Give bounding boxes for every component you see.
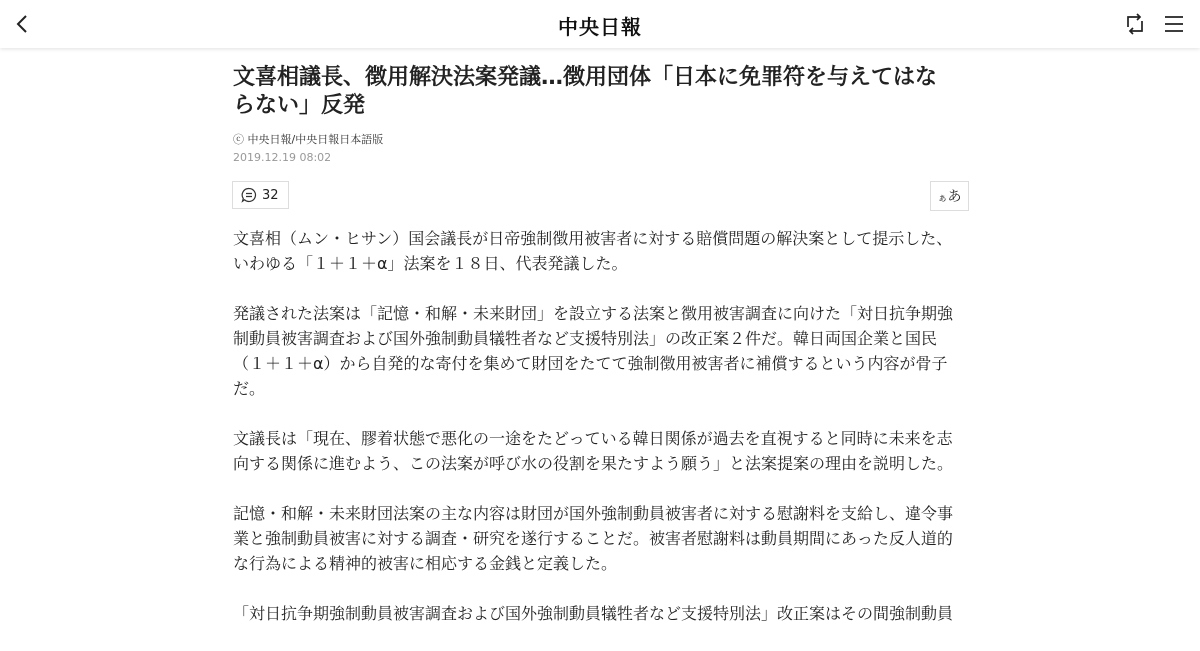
share-icon <box>1123 12 1147 36</box>
article-paragraph: 記憶・和解・未来財団法案の主な内容は財団が国外強制動員被害者に対する慰謝料を支給し、違令事業と強制動員被害に対する調査・研究を遂行することだ。被害者慰謝料は動員期間にあった反人道的な行為による精神的被害に相応する金銭と定義した。 <box>233 504 954 573</box>
font-size-small-glyph: ぁ <box>937 193 948 204</box>
article <box>233 64 969 651</box>
font-size-button[interactable] <box>930 181 969 211</box>
comments-button[interactable] <box>232 181 289 209</box>
article-paragraph: 文喜相（ムン・ヒサン）国会議長が日帝強制徴用被害者に対する賠償問題の解決案として提示した、いわゆる「１＋１＋α」法案を１８日、代表発議した。 <box>233 229 953 273</box>
article-source: ⓒ 中央日報/中央日報日本語版 <box>233 133 384 146</box>
article-paragraph: 「対日抗争期強制動員被害調査および国外強制動員犠牲者など支援特別法」改正案はその間強制動員 <box>233 604 954 623</box>
article-tools <box>233 181 969 211</box>
article-paragraph: 文議長は「現在、膠着状態で悪化の一途をたどっている韓日関係が過去を直視すると同時に未来を志向する関係に進むよう、この法案が呼び水の役割を果たすよう願う」と法案提案の理由を説明した。 <box>233 429 954 473</box>
article-body <box>233 226 958 626</box>
share-button[interactable] <box>1123 12 1147 36</box>
article-title: 文喜相議長、徴用解決法案発議…徴用団体「日本に免罪符を与えてはならない」反発 <box>233 65 938 118</box>
top-navigation-bar <box>0 0 1200 48</box>
hamburger-menu-icon <box>1162 12 1186 36</box>
article-date: 2019.12.19 08:02 <box>233 151 332 164</box>
font-size-big-glyph: あ <box>947 189 962 205</box>
comment-icon <box>241 187 257 203</box>
article-paragraph: 発議された法案は「記憶・和解・未来財団」を設立する法案と徴用被害調査に向けた「対日抗争期強制動員被害調査および国外強制動員犠牲者など支援特別法」の改正案２件だ。韓日両国企業と国民（１＋１＋α）から自発的な寄付を集めて財団をたてて強制徴用被害者に補償するという内容が骨子だ。 <box>233 304 954 398</box>
site-logo[interactable]: 中央日報 <box>558 15 642 39</box>
menu-button[interactable] <box>1162 12 1186 36</box>
comment-count: 32 <box>262 187 279 203</box>
